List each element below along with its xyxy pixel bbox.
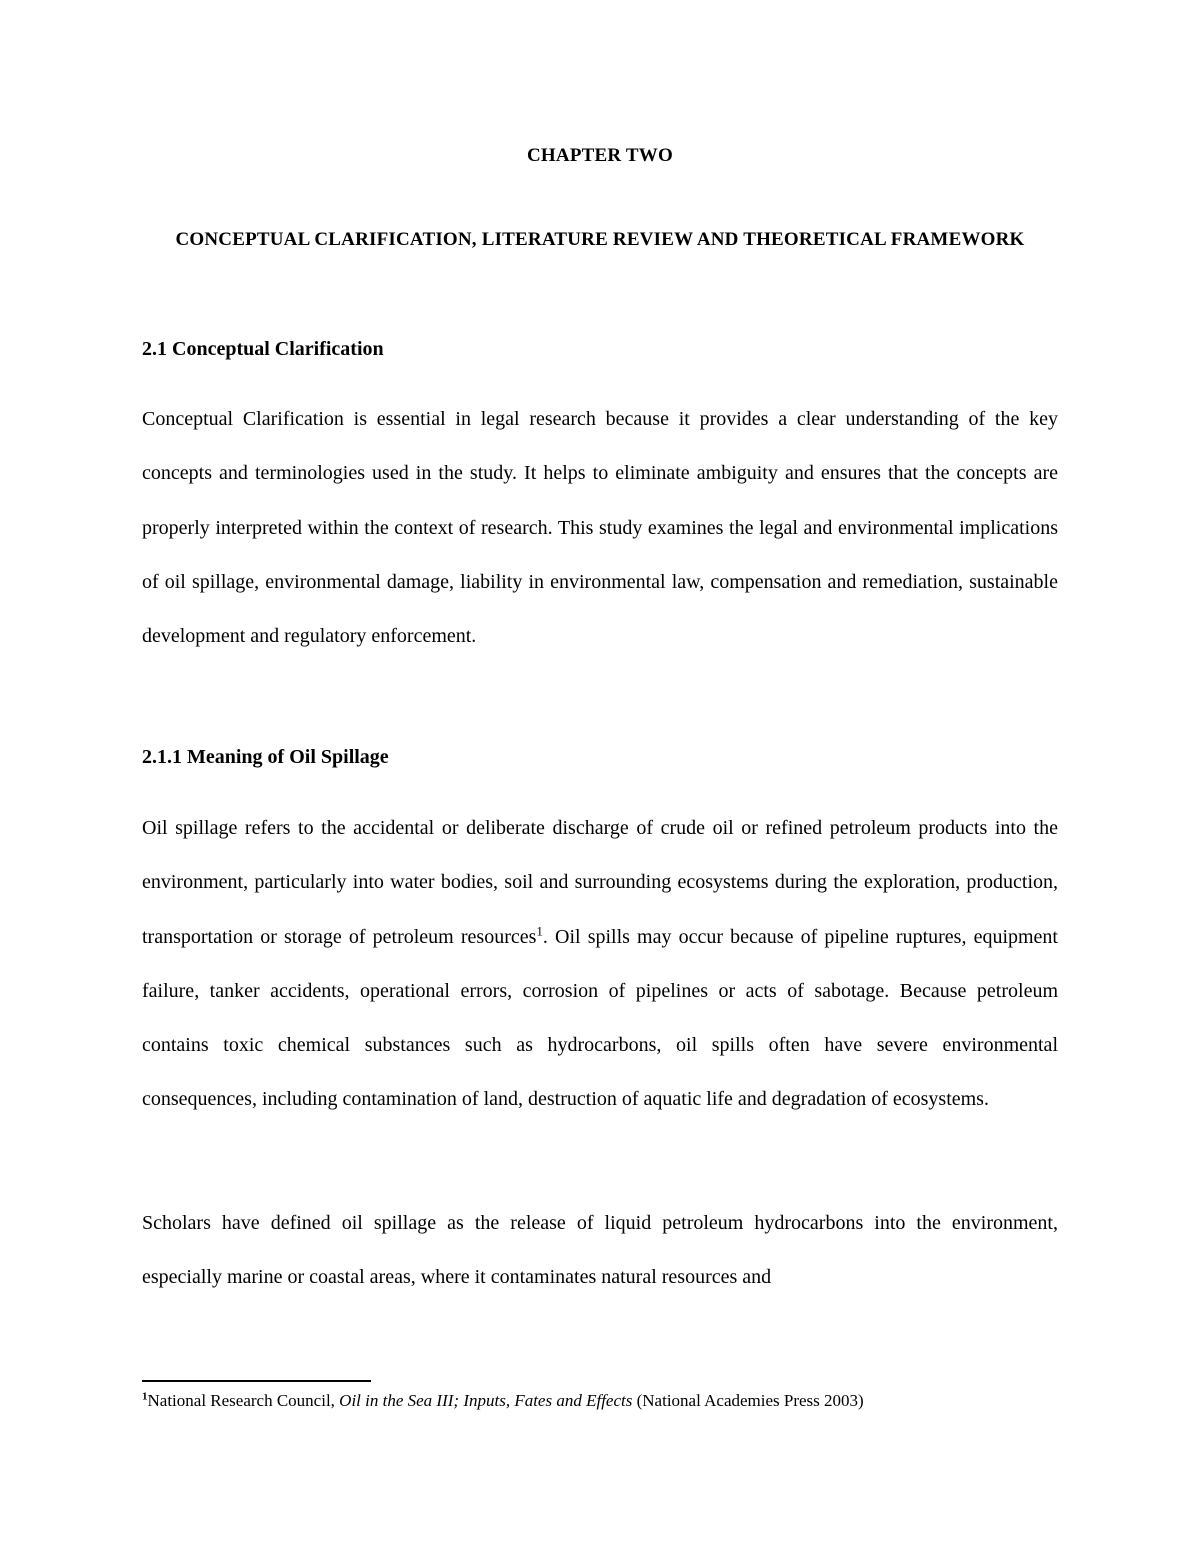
- footnote-reference: 1: [536, 922, 543, 938]
- paragraph-conceptual-clarification: Conceptual Clarification is essential in legal research because it provides a clear understanding of the key concepts and terminologies used in the study. It helps to eliminate ambiguity and ensures that the concepts are properly interpreted within the context of research. This study examines the legal and environmental implications of oil spillage, environmental damage, liability in environmental law, compensation and remediation, sustainable development and regulatory enforcement.: [142, 408, 1058, 648]
- footnote-author: National Research Council,: [147, 1391, 340, 1410]
- paragraph-oil-spillage-meaning: [142, 801, 1058, 1127]
- chapter-title: CONCEPTUAL CLARIFICATION, LITERATURE REVIEW AND THEORETICAL FRAMEWORK: [175, 229, 1025, 250]
- footnote-title: Oil in the Sea III; Inputs, Fates and Effects: [339, 1391, 633, 1410]
- paragraph-text-after-ref: . Oil spills may occur because of pipeline ruptures, equipment failure, tanker accidents, operational errors, corrosion of pipelines or acts of sabotage. Because petroleum contains toxic chemical substances such as hydrocarbons, oil spills often have severe environmental consequences, including contamination of land, destruction of aquatic life and degradation of ecosystems.: [142, 925, 1058, 1111]
- footnote-publisher: (National Academies Press 2003): [632, 1391, 864, 1410]
- section-heading-2-1-1: 2.1.1 Meaning of Oil Spillage: [142, 746, 389, 768]
- paragraph-scholars-definition: Scholars have defined oil spillage as the release of liquid petroleum hydrocarbons into the environment, especially marine or coastal areas, where it contaminates natural resources and: [142, 1212, 1058, 1289]
- footnote-number: 1: [142, 1390, 148, 1403]
- section-heading-2-1: 2.1 Conceptual Clarification: [142, 338, 384, 360]
- footnote: [142, 1389, 864, 1413]
- chapter-label: CHAPTER TWO: [527, 145, 673, 166]
- paragraph-text-before-ref: Oil spillage refers to the accidental or deliberate discharge of crude oil or refined petroleum products into the environment, particularly into water bodies, soil and surrounding ecosystems during the exploration, production, transportation or storage of petroleum resources: [142, 817, 1058, 948]
- footnote-separator: [142, 1380, 371, 1382]
